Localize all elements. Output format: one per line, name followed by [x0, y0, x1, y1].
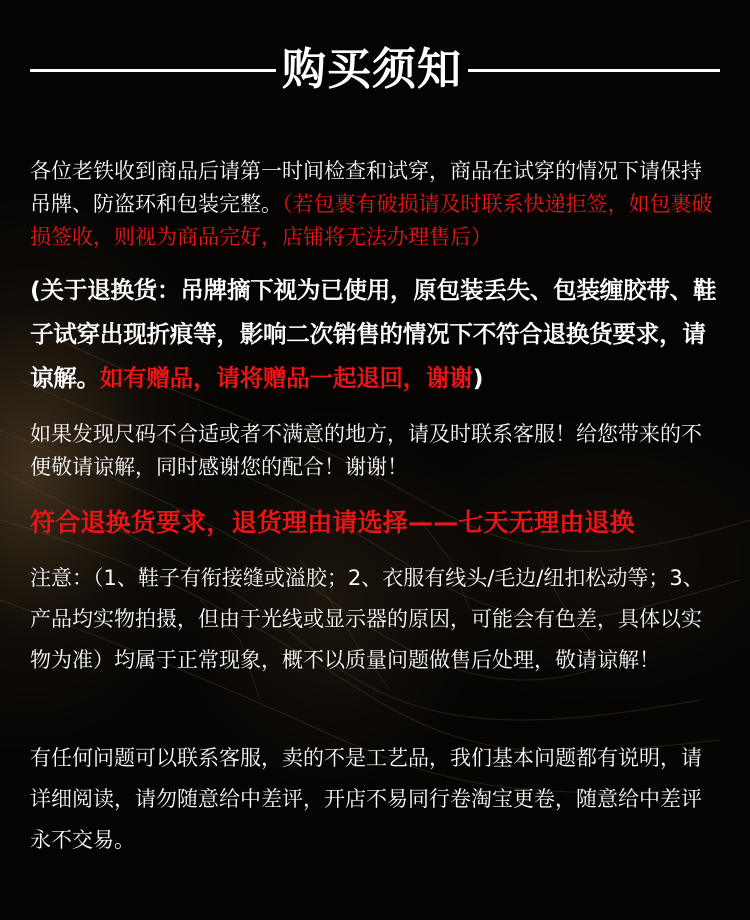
review-policy: [30, 738, 722, 861]
title-divider-right: [468, 69, 720, 72]
page-title: 购买须知: [282, 44, 462, 95]
normal-phenomena-note: [30, 558, 722, 681]
return-policy-text: (关于退换货：吊牌摘下视为已使用，原包装丢失、包装缠胶带、鞋子试穿出现折痕等，影响二次销售的情况下不符合退换货要求，请谅解。: [30, 276, 717, 392]
size-contact-notice: [30, 418, 722, 484]
normal-phenomena-text: 注意：（1、鞋子有衔接缝或溢胶；2、衣服有线头/毛边/纽扣松动等；3、产品均实物拍摄，但由于光线或显示器的原因，可能会有色差，具体以实物为准）均属于正常现象，概不以质量问题做售后处理，敬请谅解！: [30, 566, 704, 672]
title-divider-left: [30, 69, 276, 72]
return-reason-text: 符合退换货要求，退货理由请选择——七天无理由退换: [30, 508, 635, 537]
inspection-notice-text: 各位老铁收到商品后请第一时间检查和试穿，商品在试穿的情况下请保持吊牌、防盗环和包装完整。: [30, 159, 702, 216]
inspection-notice: [30, 155, 722, 254]
gift-return-note: 如有赠品，请将赠品一起退回，谢谢: [99, 364, 473, 392]
return-reason-highlight: [30, 503, 722, 543]
review-policy-text: 有任何问题可以联系客服，卖的不是工艺品，我们基本问题都有说明，请详细阅读，请勿随意给中差评，开店不易同行卷淘宝更卷，随意给中差评永不交易。: [30, 746, 702, 852]
title-row: [0, 40, 750, 100]
size-contact-text: 如果发现尺码不合适或者不满意的地方，请及时联系客服！给您带来的不便敬请谅解，同时感谢您的配合！谢谢！: [30, 422, 702, 479]
return-policy-close: ): [472, 364, 484, 392]
damaged-package-warning: （若包裹有破损请及时联系快递拒签，如包裹破损签收，则视为商品完好，店铺将无法办理售后）: [30, 192, 713, 249]
return-policy: [30, 268, 722, 400]
